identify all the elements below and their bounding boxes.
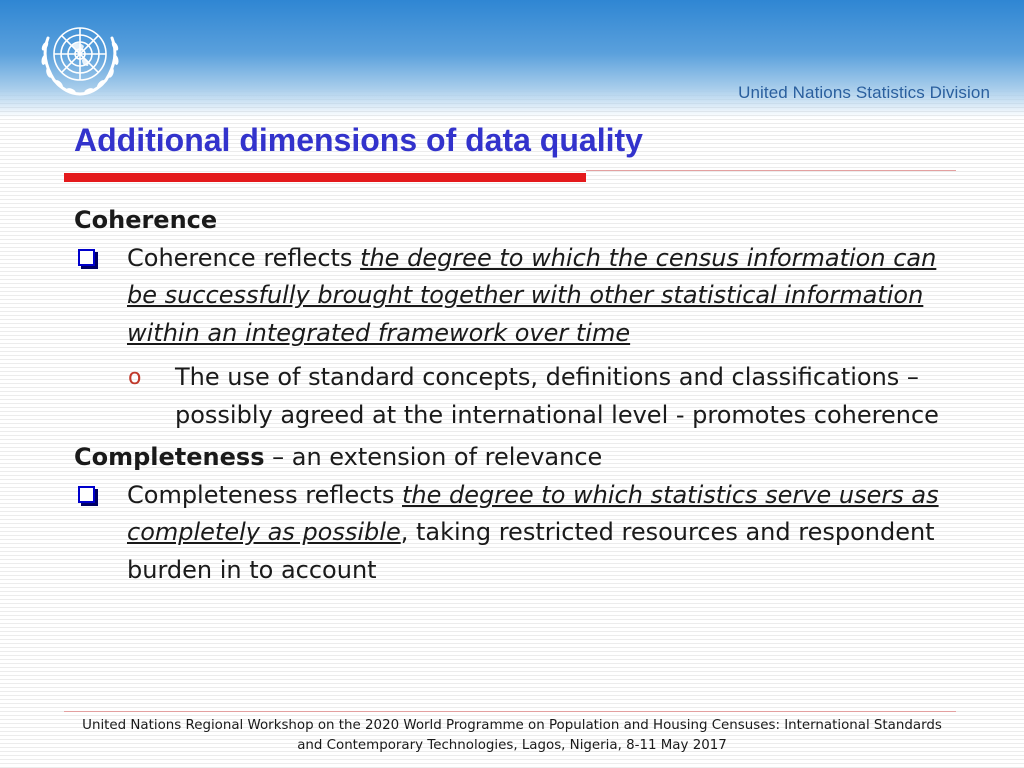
footer-divider (64, 711, 956, 712)
completeness-bullet (74, 477, 954, 590)
footer-line-2: and Contemporary Technologies, Lagos, Nigeria, 8-11 May 2017 (297, 738, 727, 753)
footer-line-1: United Nations Regional Workshop on the 2020 World Programme on Population and Housing Censuses: International Standards (82, 718, 942, 733)
coherence-bullet-lead: Coherence reflects (127, 243, 361, 272)
coherence-bullet-emphasis: the degree to which the census information can be successfully brought together with other statistical information within an integrated framework over time (127, 243, 937, 347)
coherence-bullet (74, 240, 954, 353)
completeness-heading: Completeness (74, 443, 265, 471)
coherence-sub-bullet-text: The use of standard concepts, definitions and classifications – possibly agreed at the international level - promotes coherence (175, 363, 939, 429)
completeness-heading-row (74, 439, 954, 477)
title-underline-accent (64, 173, 586, 182)
slide-body (74, 202, 954, 589)
un-emblem-icon (28, 8, 132, 106)
coherence-sub-bullet (74, 359, 954, 434)
coherence-heading: Coherence (74, 206, 218, 234)
completeness-bullet-tail: , taking restricted resources and respondent burden in to account (127, 518, 935, 584)
division-name: United Nations Statistics Division (738, 83, 990, 102)
title-underline-thin (586, 170, 956, 171)
completeness-bullet-emphasis: the degree to which statistics serve users as completely as possible (127, 480, 939, 546)
square-bullet-icon (78, 249, 95, 266)
slide-footer (40, 716, 984, 756)
header-banner (0, 0, 1024, 118)
completeness-heading-suffix: – an extension of relevance (264, 443, 603, 471)
circle-bullet-icon: o (128, 365, 142, 390)
square-bullet-icon (78, 486, 95, 503)
completeness-bullet-lead: Completeness reflects (127, 480, 403, 509)
slide-title: Additional dimensions of data quality (74, 122, 643, 158)
